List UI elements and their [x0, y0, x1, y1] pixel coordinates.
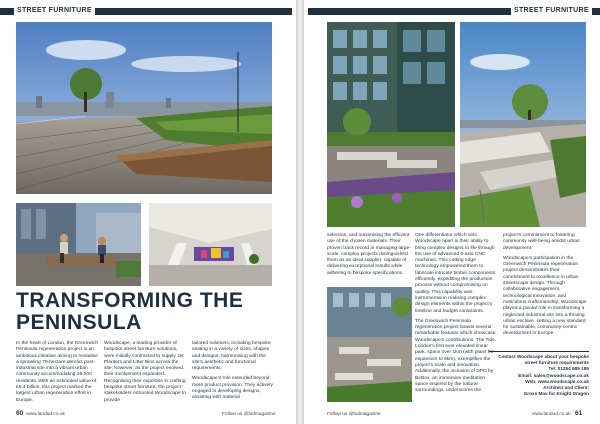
- contact-email[interactable]: Email: sales@woodscape.co.uk: [518, 372, 589, 378]
- right-footer: [532, 411, 582, 418]
- right-column-1: [327, 233, 411, 281]
- spine-gutter: [296, 0, 304, 424]
- paragraph: The Greenwich Peninsula regeneration project boasts several remarkable features which showcase Woodscape's contributions. The Tide, London's first ever elevated linear park, spans over 1km (with plans for expansion to 5km), exemplifies the project's scale and innovation. Additionally, the inclusion of DPD by BeBox, an immersive meditation space inspired by the natural surroundings, underscores the: [415, 318, 497, 394]
- paragraph: Woodscape's participation in the Greenwich Peninsula regeneration project demonstrates their commitment to excellence in urban streetscape design. Through collaborative engagement, technological innovation, and meticulous craftsmanship, Woodscape played a pivotal role in transforming a neglected industrial site into a thriving urban enclave, setting a new standard for sustainable, community-centric development in Europe.: [503, 255, 587, 337]
- photo-elevated-park: [460, 22, 586, 227]
- photo-building-benches: [327, 22, 455, 227]
- contact-architect-name: Gross Max for Knight Dragon: [523, 391, 589, 397]
- section-label: STREET FURNITURE: [511, 6, 592, 16]
- contact-telephone[interactable]: Tel: 01254 685 185: [548, 366, 589, 372]
- footer-website[interactable]: www.landud.co.uk: [532, 412, 571, 417]
- left-column-2: [104, 341, 187, 408]
- article-headline: TRANSFORMING THE PENINSULA: [16, 289, 244, 334]
- contact-box: [489, 351, 589, 397]
- left-footer-social[interactable]: Follow us @ludmagazine: [222, 412, 276, 417]
- left-column-1: [16, 341, 99, 408]
- right-column-3: [503, 233, 587, 342]
- paragraph: In the heart of London, the Greenwich Peninsula regeneration project is an ambitious initiative aiming to revitalise a sprawling 79-hectare derelict post-industrial site into a vibrant urban community accommodating 35,000 residents. With an estimated value of £8.4 billion, this project marked the largest urban regeneration effort in Europe.: [16, 341, 99, 403]
- paragraph: tailored solutions, including bespoke seating in a variety of sizes, shapes and designs, harmonising with the site's aesthetic and functional requirements.: [192, 341, 271, 372]
- section-label: STREET FURNITURE: [14, 6, 95, 16]
- left-footer: [16, 411, 65, 418]
- paragraph: Woodscape, a leading provider of bespoke street furniture solutions, were initially contracted to supply Jet Planters and Litter Bins across the site; however, as the project evolved, their involvement expanded. Recognising their expertise in crafting bespoke street furniture, the project stakeholders entrusted Woodscape to provide: [104, 341, 187, 403]
- paragraph: project's commitment to fostering community well-being amidst urban development.: [503, 233, 580, 251]
- left-page: [0, 0, 296, 424]
- contact-title: Contact Woodscape about your bespoke street furniture requirements: [489, 351, 589, 366]
- paragraph: One differentiator which sets Woodscape apart is their ability to bring complex designs to life through the use of advanced 5-axis CNC machines. This cutting edge technology empowered them to fabricate intricate timber components efficiently, expediting the production process without compromising on quality. This capability was instrumental in realising complex design elements within the project's timeline and budget constraints.: [415, 233, 496, 314]
- photo-pavilion-interior: [149, 203, 272, 286]
- paragraph: Woodscape's role extended beyond mere product provision. They actively engaged in developing designs, assisting with material: [192, 376, 273, 401]
- contact-architect-label: Architect and Client:: [543, 385, 589, 391]
- right-column-2: [415, 233, 499, 398]
- hero-photo-elevated-walkway: [16, 22, 272, 194]
- contact-website[interactable]: Web: www.woodscape.co.uk: [525, 378, 589, 384]
- page-number: 60: [16, 410, 24, 417]
- page-number: 61: [575, 410, 583, 417]
- photo-people-seated: [16, 203, 141, 286]
- right-footer-social[interactable]: Follow us @ludmagazine: [327, 412, 381, 417]
- paragraph: selection, and maximising the efficient use of the chosen materials. Their proven track record in managing large-scale, complex projects distinguished them as an ideal supplier, capable of delivering exceptional results while adhering to bespoke specifications.: [327, 233, 411, 276]
- left-column-3: [192, 341, 276, 406]
- photo-bench-plaza: [327, 287, 412, 402]
- footer-website[interactable]: www.landud.co.uk: [26, 412, 65, 417]
